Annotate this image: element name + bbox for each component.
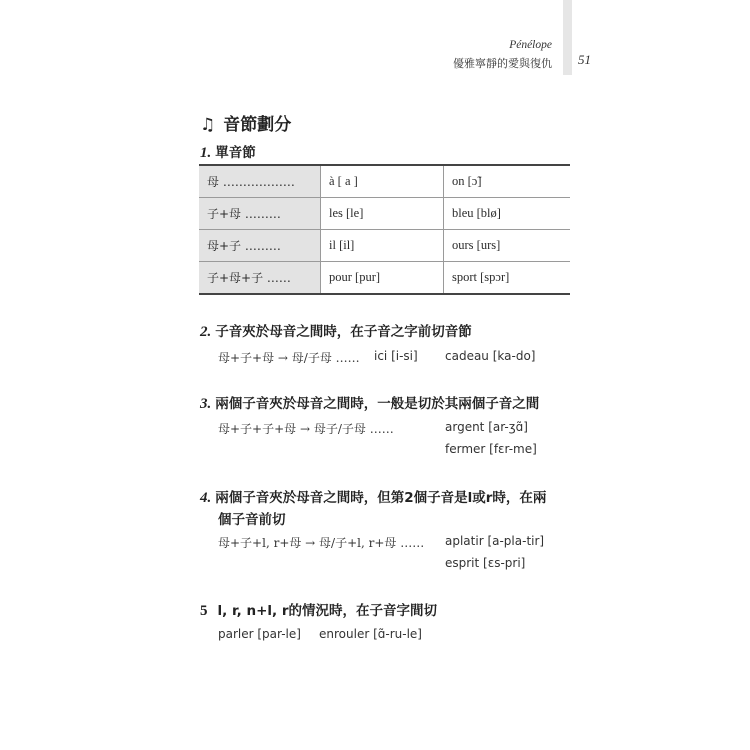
example-cell: on [ɔ̃] bbox=[444, 165, 571, 198]
pattern-cell: 母 ……………… bbox=[199, 165, 321, 198]
rule-1-title: 單音節 bbox=[215, 145, 256, 161]
rule-1-number: 1. bbox=[200, 145, 212, 161]
pattern-cell: 母+子 ……… bbox=[199, 230, 321, 262]
rule-2-formula: 母+子+母 → 母/子母 …… bbox=[218, 351, 360, 365]
table-row bbox=[199, 198, 570, 230]
example-cell: à [ a ] bbox=[321, 165, 444, 198]
example-cell: sport [spɔr] bbox=[444, 262, 571, 295]
rule-4-formula: 母+子+l, r+母 → 母/子+l, r+母 …… bbox=[218, 536, 425, 550]
table-row bbox=[199, 262, 570, 295]
pattern-cell: 子+母 ……… bbox=[199, 198, 321, 230]
rule-3-example-2: fermer [fɛr-me] bbox=[445, 442, 537, 456]
rule-5-example-1: parler [par-le] bbox=[218, 627, 301, 641]
rule-5-number: 5 bbox=[200, 603, 208, 619]
rule-5-heading bbox=[200, 599, 437, 620]
rule-2-heading bbox=[200, 320, 472, 341]
table-row bbox=[199, 230, 570, 262]
rule-3-formula: 母+子+子+母 → 母子/子母 …… bbox=[218, 422, 394, 436]
rule-2-number: 2. bbox=[200, 324, 212, 340]
rule-3-heading bbox=[200, 392, 539, 413]
example-cell: bleu [blø] bbox=[444, 198, 571, 230]
rule-3-number: 3. bbox=[200, 396, 212, 412]
rule-4-title-line-2: 個子音前切 bbox=[218, 512, 286, 528]
page-number: 51 bbox=[578, 52, 591, 67]
pattern-cell: 子+母+子 …… bbox=[199, 262, 321, 295]
table-row bbox=[199, 165, 570, 198]
rule-5-title: l, r, n+l, r的情況時，在子音字間切 bbox=[217, 603, 437, 619]
example-cell: pour [pur] bbox=[321, 262, 444, 295]
music-note-icon: ♫ bbox=[200, 115, 216, 135]
running-header-subtitle: 優雅寧靜的愛與復仇 bbox=[453, 57, 552, 70]
rule-2-example-1: ici [i-si] bbox=[374, 349, 418, 363]
side-tab-bar bbox=[563, 0, 572, 75]
example-cell: il [il] bbox=[321, 230, 444, 262]
running-header-title: Pénélope bbox=[509, 39, 552, 51]
syllable-table bbox=[199, 164, 570, 295]
rule-3-example-1: argent [ar-ʒɑ̃] bbox=[445, 420, 528, 434]
rule-5-example-2: enrouler [ɑ̃-ru-le] bbox=[319, 627, 422, 641]
rule-2-example-2: cadeau [ka-do] bbox=[445, 349, 536, 363]
rule-4-example-2: esprit [ɛs-pri] bbox=[445, 556, 526, 570]
rule-4-example-1: aplatir [a-pla-tir] bbox=[445, 534, 545, 548]
rule-4-number: 4. bbox=[200, 490, 212, 506]
section-title-text: 音節劃分 bbox=[223, 115, 292, 135]
example-cell: les [le] bbox=[321, 198, 444, 230]
rule-4-heading bbox=[200, 486, 546, 507]
rule-1-heading bbox=[200, 141, 256, 162]
rule-4-title-line-1: 兩個子音夾於母音之間時，但第2個子音是l或r時，在兩 bbox=[215, 490, 547, 506]
section-title bbox=[200, 110, 291, 135]
rule-2-title: 子音夾於母音之間時，在子音之字前切音節 bbox=[215, 324, 472, 340]
rule-3-title: 兩個子音夾於母音之間時，一般是切於其兩個子音之間 bbox=[215, 396, 540, 412]
example-cell: ours [urs] bbox=[444, 230, 571, 262]
